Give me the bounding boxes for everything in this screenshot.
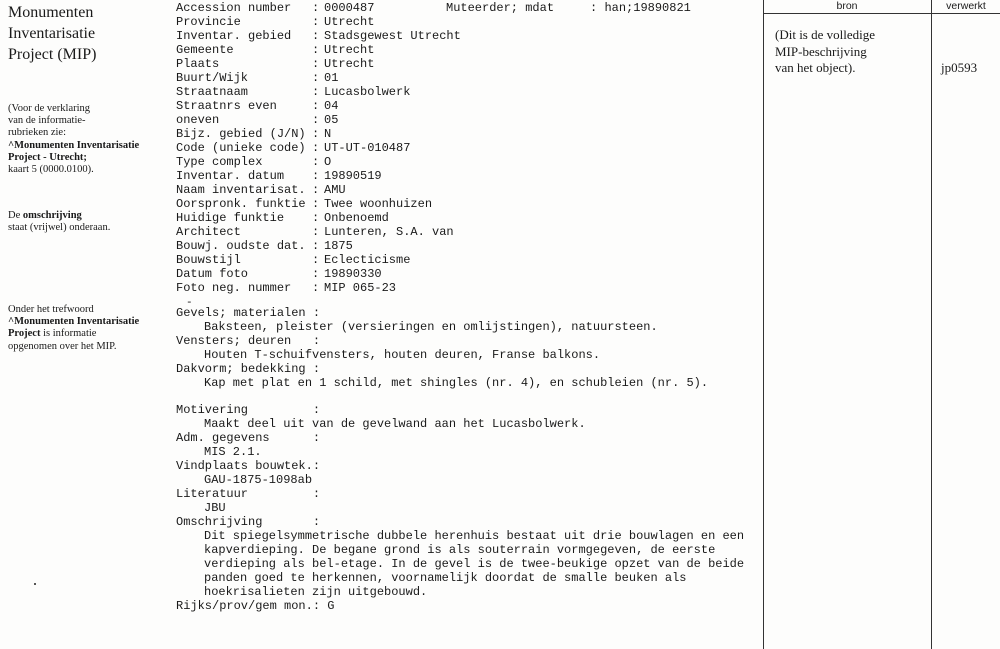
field-value: : han;19890821	[590, 1, 691, 15]
field-row	[176, 599, 334, 613]
field-row	[176, 57, 374, 71]
field-value: Onbenoemd	[324, 211, 389, 225]
mip-title-line: Inventarisatie	[8, 25, 96, 42]
field-label: Foto neg. nummer	[176, 281, 292, 295]
scan-speck	[34, 583, 36, 585]
mip-title	[8, 2, 168, 65]
section-text: MIS 2.1.	[204, 445, 262, 459]
field-value: Stadsgewest Utrecht	[324, 29, 461, 43]
field-row	[176, 29, 461, 43]
note-line: rubrieken zie:	[8, 127, 67, 139]
field-separator: :	[312, 141, 320, 155]
field-value: Lunteren, S.A. van	[324, 225, 454, 239]
field-label: Muteerder; mdat	[446, 1, 555, 15]
field-row	[176, 253, 410, 267]
section-label: Omschrijving :	[176, 515, 321, 529]
section-text: GAU-1875-1098ab	[204, 473, 313, 487]
note-line: van de informatie-	[8, 115, 86, 127]
field-value: Utrecht	[324, 57, 375, 71]
section-label: Motivering :	[176, 403, 321, 417]
field-value: O	[324, 155, 332, 169]
field-row	[176, 99, 338, 113]
stray-mark: -	[186, 297, 193, 309]
field-label: Bouwj. oudste dat.	[176, 239, 306, 253]
field-row	[176, 15, 374, 29]
field-value: G	[327, 599, 335, 613]
field-separator: :	[312, 281, 320, 295]
section-label: Vindplaats bouwtek.:	[176, 459, 321, 473]
note-line: Onder het trefwoord	[8, 304, 94, 315]
field-row	[176, 281, 396, 295]
field-label: Plaats	[176, 57, 220, 71]
field-value: Utrecht	[324, 43, 375, 57]
section-label: Literatuur :	[176, 487, 321, 501]
field-value: 04	[324, 99, 339, 113]
field-separator: :	[312, 57, 320, 71]
description-line: verdieping als bel-etage. In de gevel is de twee-beukige opzet van de beide	[204, 557, 745, 571]
field-value: 01	[324, 71, 339, 85]
field-separator: :	[312, 127, 320, 141]
field-value: Twee woonhuizen	[324, 197, 433, 211]
section-label: Vensters; deuren :	[176, 334, 321, 348]
mip-title-line: Project (MIP)	[8, 46, 97, 63]
field-row	[176, 211, 389, 225]
field-label: Type complex	[176, 155, 263, 169]
field-separator: :	[312, 85, 320, 99]
field-value: 19890330	[324, 267, 382, 281]
field-separator: :	[312, 43, 320, 57]
field-label: oneven	[176, 113, 220, 127]
note-text: De	[8, 210, 23, 221]
field-separator: :	[312, 155, 320, 169]
field-value: Eclecticisme	[324, 253, 411, 267]
field-label: Datum foto	[176, 267, 249, 281]
column-divider	[763, 0, 764, 649]
field-separator: :	[312, 267, 320, 281]
field-row	[176, 1, 374, 15]
description-line: Dit spiegelsymmetrische dubbele herenhuis bestaat uit drie bouwlagen en een	[204, 529, 745, 543]
verwerkt-code: jp0593	[941, 60, 978, 75]
left-column	[8, 0, 168, 352]
source-panel	[763, 0, 1000, 649]
field-value: N	[324, 127, 332, 141]
field-label: Buurt/Wijk	[176, 71, 249, 85]
note-line: (Voor de verklaring	[8, 103, 91, 114]
section-label: Gevels; materialen :	[176, 306, 321, 320]
column-divider	[931, 0, 932, 649]
note-line: staat (vrijwel) onderaan.	[8, 222, 111, 234]
field-value: 05	[324, 113, 339, 127]
field-label: Rijks/prov/gem mon.:	[176, 599, 321, 613]
field-label: Straatnaam	[176, 85, 249, 99]
field-label: Code (unieke code)	[176, 141, 306, 155]
field-separator: :	[312, 225, 320, 239]
field-value: Utrecht	[324, 15, 375, 29]
field-row	[176, 197, 432, 211]
field-row	[176, 155, 331, 169]
field-separator: :	[312, 239, 320, 253]
header-rule	[763, 13, 1000, 14]
field-separator: :	[312, 183, 320, 197]
field-row	[176, 169, 382, 183]
field-label: Gemeente	[176, 43, 234, 57]
section-text: Houten T-schuifvensters, houten deuren, Franse balkons.	[204, 348, 601, 362]
field-label: Inventar. datum	[176, 169, 285, 183]
field-separator: :	[312, 99, 320, 113]
bron-line: MIP-beschrijving	[775, 43, 867, 59]
description-location-note	[8, 210, 168, 234]
section-text: Kap met plat en 1 schild, met shingles (nr. 4), en schubleien (nr. 5).	[204, 376, 709, 390]
mutator-field	[446, 1, 691, 15]
field-label: Accession number	[176, 1, 292, 15]
note-line: kaart 5 (0000.0100).	[8, 164, 94, 176]
field-row	[176, 141, 410, 155]
description-line: kapverdieping. De begane grond is als souterrain vormgegeven, de eerste	[204, 543, 716, 557]
description-line: hoekrisalieten zijn uitgebouwd.	[204, 585, 428, 599]
note-text: is informatie	[40, 328, 97, 340]
section-text: Maakt deel uit van de gevelwand aan het Lucasbolwerk.	[204, 417, 586, 431]
field-value: MIP 065-23	[324, 281, 397, 295]
section-label: Dakvorm; bedekking :	[176, 362, 321, 376]
field-label: Inventar. gebied	[176, 29, 292, 43]
field-row	[176, 225, 454, 239]
field-separator: :	[312, 15, 320, 29]
note-reference: Project	[8, 328, 41, 340]
bron-note	[775, 27, 925, 77]
verwerkt-header: verwerkt	[946, 0, 986, 12]
field-separator: :	[312, 169, 320, 183]
bron-line: (Dit is de volledige	[775, 27, 876, 42]
field-row	[176, 71, 338, 85]
field-value: UT-UT-010487	[324, 141, 411, 155]
field-separator: :	[312, 197, 320, 211]
section-text: JBU	[204, 501, 226, 515]
field-row	[176, 183, 346, 197]
section-label: Adm. gegevens :	[176, 431, 321, 445]
field-row	[176, 267, 382, 281]
field-value: 0000487	[324, 1, 375, 15]
field-value: 19890519	[324, 169, 382, 183]
field-row	[176, 113, 338, 127]
field-row	[176, 85, 410, 99]
note-reference: ^Monumenten Inventarisatie	[8, 316, 140, 328]
field-label: Naam inventarisat.	[176, 183, 306, 197]
field-label: Oorspronk. funktie	[176, 197, 306, 211]
field-value: 1875	[324, 239, 353, 253]
field-separator: :	[312, 1, 320, 15]
bron-line: van het object).	[775, 60, 856, 75]
field-row	[176, 239, 353, 253]
field-label: Huidige funktie	[176, 211, 285, 225]
note-line: opgenomen over het MIP.	[8, 340, 117, 352]
description-line: panden goed te herkennen, voornamelijk doordat de smalle beuken als	[204, 571, 687, 585]
explanation-note	[8, 103, 168, 176]
note-keyword: omschrijving	[22, 210, 82, 221]
bron-header: bron	[836, 0, 858, 12]
field-label: Architect	[176, 225, 241, 239]
field-label: Straatnrs even	[176, 99, 277, 113]
field-label: Bijz. gebied (J/N)	[176, 127, 306, 141]
mip-title-line: Monumenten	[8, 4, 94, 21]
field-label: Provincie	[176, 15, 241, 29]
field-separator: :	[312, 211, 320, 225]
field-value: Lucasbolwerk	[324, 85, 411, 99]
section-text: Baksteen, pleister (versieringen en omlijstingen), natuursteen.	[204, 320, 658, 334]
field-label: Bouwstijl	[176, 253, 241, 267]
keyword-note	[8, 304, 168, 353]
field-separator: :	[312, 71, 320, 85]
field-separator: :	[312, 253, 320, 267]
note-reference: ^Monumenten Inventarisatie	[8, 139, 140, 151]
field-separator: :	[312, 113, 320, 127]
field-row	[176, 127, 331, 141]
field-separator: :	[312, 29, 320, 43]
field-row	[176, 43, 374, 57]
note-reference: Project - Utrecht;	[8, 151, 87, 163]
field-value: AMU	[324, 183, 346, 197]
